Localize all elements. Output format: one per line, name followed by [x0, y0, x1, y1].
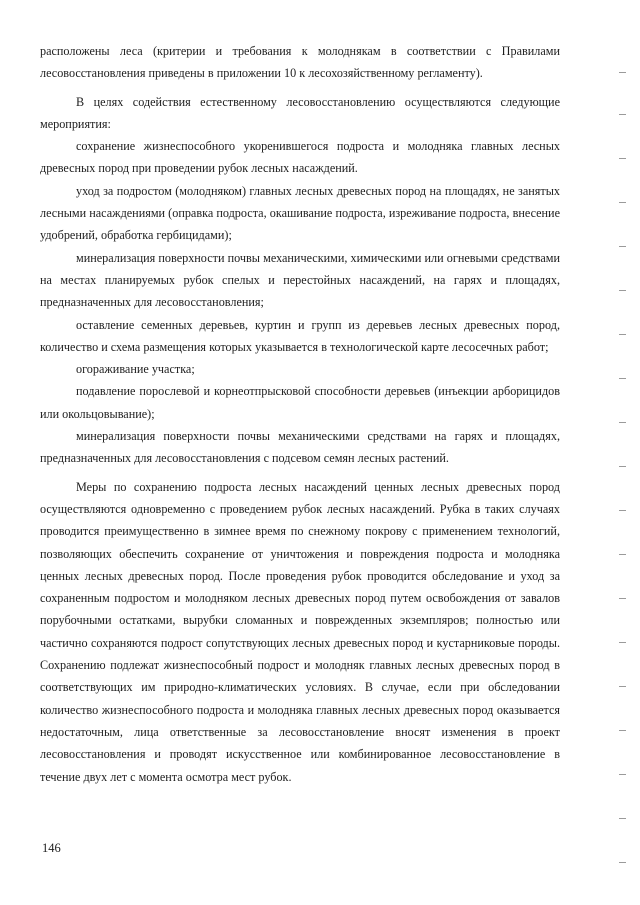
paragraph-2: В целях содействия естественному лесовосстановлению осуществляются следующие мероприятия: — [40, 94, 560, 131]
scan-edge-mark — [619, 818, 626, 819]
scan-edge-mark — [619, 334, 626, 335]
document-body — [40, 40, 560, 788]
scan-edge-mark — [619, 378, 626, 379]
scan-edge-mark — [619, 202, 626, 203]
scan-edge-mark — [619, 554, 626, 555]
paragraph-3: сохранение жизнеспособного укоренившегося подроста и молодняка главных лесных древесных пород при проведении рубок лесных насаждений. — [40, 139, 560, 176]
scan-edge-mark — [619, 290, 626, 291]
scan-edge-mark — [619, 422, 626, 423]
scan-edge-mark — [619, 114, 626, 115]
scan-edge-mark — [619, 730, 626, 731]
paragraph-5: минерализация поверхности почвы механическими, химическими или огневыми средствами на местах планируемых рубок спелых и перестойных насаждений, на гарях и площадях, предназначенных для лесовосстановления; — [40, 250, 560, 310]
paragraph-4: уход за подростом (молодняком) главных лесных древесных пород на площадях, не занятых лесными насаждениями (оправка подроста, окашивание подроста, изреживание подроста, внесение удобрений, обработка гербицидами); — [40, 183, 560, 243]
scan-edge-mark — [619, 72, 626, 73]
scan-edge-mark — [619, 686, 626, 687]
paragraph-6: оставление семенных деревьев, куртин и групп из деревьев лесных древесных пород, количество и схема размещения которых указывается в технологической карте лесосечных работ; — [40, 317, 560, 354]
scan-edge-mark — [619, 862, 626, 863]
page-number: 146 — [42, 841, 61, 855]
scan-edge-mark — [619, 158, 626, 159]
paragraph-7: огораживание участка; — [76, 362, 195, 377]
scan-edge-mark — [619, 598, 626, 599]
paragraph-10: Меры по сохранению подроста лесных насаждений ценных лесных древесных пород осуществляются одновременно с проведением рубок лесных насаждений. Рубка в таких случаях проводится преимущественно в зимнее время по снежному покрову с применением технологий, позволяющих обеспечить сохранение от уничтожения и повреждения подроста и молодняка ценных лесных древесных пород. После проведения рубок проводится обследование и уход за сохраненным подростом и молодняком лесных древесных пород путем освобождения от завалов порубочными остатками, вырубки сломанных и поврежденных экземпляров; полностью или частично сохраняются подрост сопутствующих лесных древесных пород и кустарниковые породы. Сохранению подлежат жизнеспособный подрост и молодняк главных лесных древесных пород в соответствующих им природно-климатических условиях. В случае, если при обследовании количество жизнеспособного подроста и молодняка главных лесных древесных пород оказывается недостаточным, лица ответственные за лесовосстановление вносят изменения в проект лесовосстановления и проводят искусственное или комбинированное лесовосстановление в течение двух лет с момента осмотра мест рубок. — [40, 479, 560, 784]
scan-edge-mark — [619, 510, 626, 511]
paragraph-8: подавление порослевой и корнеотпрысковой способности деревьев (инъекции арборицидов или окольцовывание); — [40, 384, 560, 421]
paragraph-1: расположены леса (критерии и требования к молоднякам в соответствии с Правилами лесовосстановления приведены в приложении 10 к лесохозяйственному регламенту). — [40, 44, 560, 81]
scan-edge-mark — [619, 774, 626, 775]
scan-edge-mark — [619, 642, 626, 643]
scan-edge-mark — [619, 246, 626, 247]
paragraph-9: минерализация поверхности почвы механическими средствами на гарях и площадях, предназначенных для лесовосстановления с подсевом семян лесных растений. — [40, 429, 560, 466]
scan-edge-mark — [619, 466, 626, 467]
